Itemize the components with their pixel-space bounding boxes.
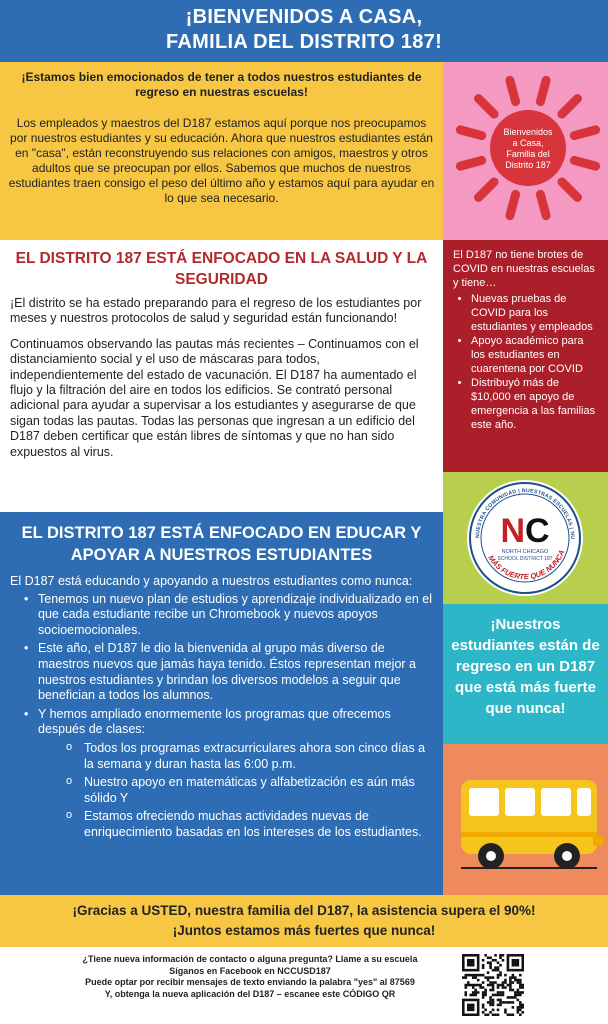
safety-title: EL DISTRITO 187 ESTÁ ENFOCADO EN LA SALUD Y LA SEGURIDAD bbox=[15, 250, 428, 288]
contact-line-2: Síganos en Facebook en NCCUSD187 bbox=[169, 965, 331, 976]
logo-tagline: MÁS FUERTE QUE NUNCA bbox=[486, 548, 567, 582]
banner-line-1: ¡Gracias a USTED, nuestra familia del D187, la asistencia supera el 90%! bbox=[72, 903, 536, 918]
educate-subitem: o Nuestro apoyo en matemáticas y alfabetización es aún más sólido Y bbox=[66, 775, 435, 806]
svg-text:NC: NC bbox=[500, 512, 550, 550]
header-line-1: ¡BIENVENIDOS A CASA, bbox=[185, 6, 423, 28]
district-logo bbox=[443, 472, 608, 604]
school-bus-icon bbox=[443, 744, 608, 895]
contact-info bbox=[50, 954, 450, 1000]
educate-list bbox=[8, 592, 435, 841]
covid-list bbox=[453, 292, 600, 432]
educate-bullet-text: Y hemos ampliado enormemente los programas que ofrecemos después de clases: bbox=[38, 706, 391, 737]
sun-ray bbox=[510, 194, 516, 215]
sun-ray bbox=[562, 99, 578, 115]
banner-line-2: ¡Juntos estamos más fuertes que nunca! bbox=[172, 923, 436, 938]
sun-ray bbox=[574, 160, 595, 166]
safety-paragraph-1: ¡El distrito se ha estado preparando para el regreso de los estudiantes por meses y nuestros protocolos de salud y seguridad están funcionando! bbox=[10, 296, 422, 326]
contact-line-4: Y, obtenga la nueva aplicación del D187 – escanee este CÓDIGO QR bbox=[104, 988, 396, 999]
logo-panel bbox=[443, 472, 608, 604]
educate-bullet: • Tenemos un nuevo plan de estudios y aprendizaje individualizado en el que cada estudiante recibe un Chromebook y nuevos apoyos socioemocionales. bbox=[24, 592, 435, 639]
covid-intro: El D187 no tiene brotes de COVID en nuestras escuelas y tiene… bbox=[453, 249, 595, 289]
sun-ray bbox=[540, 80, 546, 101]
educate-subitem: o Todos los programas extracurriculares ahora son cinco días a la semana y duran hasta las 6:00 p.m. bbox=[66, 741, 435, 772]
educate-subitem: o Estamos ofreciendo muchas actividades nuevas de enriquecimiento basadas en los intereses de los estudiantes. bbox=[66, 809, 435, 840]
header-line-2: FAMILIA DEL DISTRITO 187! bbox=[165, 31, 443, 53]
intro-body: Los empleados y maestros del D187 estamos aquí porque nos preocupamos por nuestros estudiantes y su educación. Ahora que nuestros estudiantes están en "casa", están reconstruyendo sus relaciones con amigos, maestros y otros adultos que se preocupan por ellos. Sabemos que muchos de nuestros estudiantes traen consigo el peso del último año y estamos aquí para ayudar en lo que sea necesario. bbox=[8, 116, 435, 205]
sun-ray bbox=[574, 130, 595, 136]
intro-section bbox=[0, 62, 443, 240]
sun-ray bbox=[510, 80, 516, 101]
teal-message: ¡Nuestros estudiantes están de regreso en un D187 que está más fuerte que nunca! bbox=[451, 616, 600, 717]
teal-panel bbox=[443, 604, 608, 744]
sun-ray bbox=[460, 160, 481, 166]
covid-item: • Distribuyó más de $10,000 en apoyo de emergencia a las familias este año. bbox=[471, 376, 600, 432]
contact-line-1: ¿Tiene nueva información de contacto o alguna pregunta? Llame a su escuela bbox=[82, 954, 418, 964]
qr-code[interactable] bbox=[462, 954, 524, 1016]
attendance-banner bbox=[0, 895, 608, 947]
sun-ray bbox=[540, 194, 546, 215]
covid-item: • Apoyo académico para los estudiantes en cuarentena por COVID bbox=[471, 334, 600, 376]
logo-name-1: NORTH CHICAGO bbox=[501, 549, 549, 555]
educate-bullet: • Este año, el D187 le dio la bienvenida al grupo más diverso de maestros nuevos que jamás haya tenido. Éstos representan mejor a nuestros estudiantes y brindan los diversos modelos a seguir que benefician a todos los alumnos. bbox=[24, 641, 435, 703]
sun-ray bbox=[479, 182, 495, 198]
covid-panel bbox=[443, 240, 608, 472]
logo-ring-text: NUESTRA COMUNIDAD | NUESTRAS ESCUELAS | NU bbox=[474, 487, 576, 540]
page-header bbox=[0, 0, 608, 62]
sun-caption: Bienvenidos a Casa, Familia del Distrito 187 bbox=[503, 127, 553, 170]
educate-bullet-programs bbox=[24, 707, 435, 841]
covid-item: • Nuevas pruebas de COVID para los estudiantes y empleados bbox=[471, 292, 600, 334]
educate-title: EL DISTRITO 187 ESTÁ ENFOCADO EN EDUCAR Y APOYAR A NUESTROS ESTUDIANTES bbox=[21, 524, 422, 564]
intro-lead: ¡Estamos bien emocionados de tener a todos nuestros estudiantes de regreso en nuestras escuelas! bbox=[21, 70, 422, 99]
bus-panel bbox=[443, 744, 608, 895]
sun-ray bbox=[562, 182, 578, 198]
educate-intro: El D187 está educando y apoyando a nuestros estudiantes como nunca: bbox=[10, 574, 413, 588]
sun-ray bbox=[460, 130, 481, 136]
logo-name-2: SCHOOL DISTRICT 187 bbox=[497, 556, 553, 562]
contact-line-3: Puede optar por recibir mensajes de texto enviando la palabra "yes" al 87569 bbox=[85, 977, 415, 987]
sun-ray bbox=[479, 99, 495, 115]
safety-section bbox=[0, 240, 443, 512]
safety-paragraph-2: Continuamos observando las pautas más recientes – Continuamos con el distanciamiento social y el uso de máscaras para todos, independientemente del estado de vacunación. El D187 ha aumentado el flujo y la filtración del aire en todos los edificios. Se contrató personal adicional para ayudar a supervisar a los estudiantes y asegurarse de que sigan todas las pautas. Todas las personas que ingresan a un edificio del D187 deben certificar que están libres de síntomas y que no han sido expuestos al virus. bbox=[10, 336, 419, 459]
educate-sublist bbox=[38, 741, 435, 841]
educate-section bbox=[0, 512, 443, 895]
